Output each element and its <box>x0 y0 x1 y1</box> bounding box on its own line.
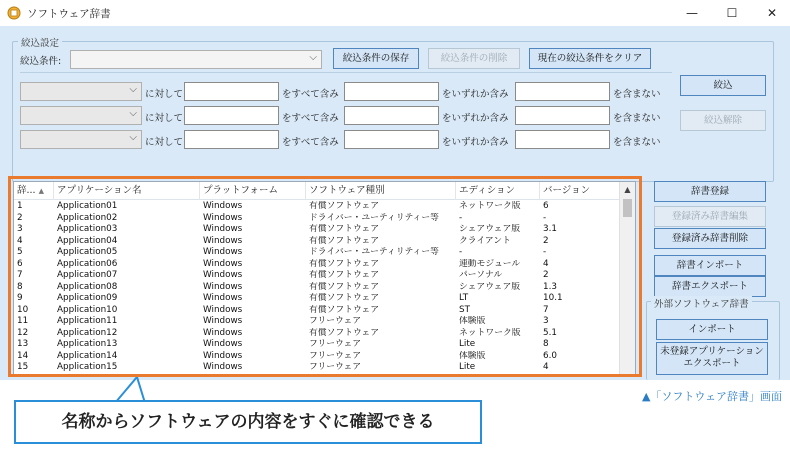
table-row[interactable] <box>14 351 620 363</box>
cell-platform: Windows <box>203 362 243 372</box>
chevron-down-icon: ⌵ <box>129 132 137 143</box>
cell-software-type: 有償ソフトウェア <box>309 258 380 269</box>
maximize-button[interactable]: ☐ <box>726 6 738 20</box>
cell-platform: Windows <box>203 339 243 349</box>
cell-platform: Windows <box>203 281 243 292</box>
cell-platform: Windows <box>203 224 243 234</box>
cell-version: 6 <box>543 201 549 211</box>
cell-software-type: 有償ソフトウェア <box>309 281 380 292</box>
cell-id: 1 <box>17 201 23 211</box>
cell-version: 4 <box>543 258 549 269</box>
export-dictionary-button[interactable]: 辞書エクスポート <box>654 276 766 297</box>
client-area <box>0 26 790 380</box>
cell-id: 2 <box>17 212 23 223</box>
chevron-down-icon: ⌵ <box>309 52 317 63</box>
filter-any-label-3: をいずれか含み <box>442 137 509 148</box>
window-title: ソフトウェア辞書 <box>27 8 111 20</box>
cell-platform: Windows <box>203 247 243 257</box>
cell-software-type: ドライバー・ユーティリティー等 <box>309 212 439 223</box>
table-row[interactable] <box>14 339 620 351</box>
cell-version: - <box>543 247 547 257</box>
table-row[interactable] <box>14 328 620 340</box>
cell-id: 14 <box>17 350 29 361</box>
table-row[interactable] <box>14 259 620 271</box>
filter-taishite-label-1: に対して <box>145 89 184 100</box>
filter-none-label-1: を含まない <box>613 89 661 100</box>
chevron-down-icon: ⌵ <box>129 108 137 119</box>
column-header-version[interactable]: バージョン <box>543 185 591 196</box>
cell-software-type: 有償ソフトウェア <box>309 327 380 338</box>
cell-id: 15 <box>17 362 29 372</box>
cell-version: 2 <box>543 235 549 246</box>
cell-version: - <box>543 212 547 223</box>
cell-edition: Lite <box>459 362 476 372</box>
unregistered-export-button[interactable] <box>656 342 768 375</box>
cell-platform: Windows <box>203 350 243 361</box>
delete-dictionary-button[interactable]: 登録済み辞書削除 <box>654 228 766 249</box>
cell-edition: ネットワーク版 <box>459 327 521 338</box>
close-button[interactable]: ✕ <box>766 6 778 20</box>
cell-id: 9 <box>17 293 23 303</box>
filter-all-label-2: をすべて含み <box>282 113 339 124</box>
save-filter-button[interactable]: 絞込条件の保存 <box>333 48 419 69</box>
cell-software-type: 有償ソフトウェア <box>309 304 380 315</box>
column-header-edition[interactable]: エディション <box>456 182 540 200</box>
external-import-button[interactable]: インポート <box>656 319 768 340</box>
cell-software-type: 有償ソフトウェア <box>309 201 380 211</box>
filter-condition-select[interactable] <box>70 50 322 69</box>
cell-version: 3.1 <box>543 224 557 234</box>
cell-id: 6 <box>17 258 23 269</box>
scroll-up-icon[interactable]: ▲ <box>624 185 631 194</box>
cell-version: 4 <box>543 362 549 372</box>
cell-app-name: Application01 <box>57 201 118 211</box>
cell-software-type: 有償ソフトウェア <box>309 224 380 234</box>
filter-all-input-3[interactable] <box>184 130 279 149</box>
filter-any-label-2: をいずれか含み <box>442 113 509 124</box>
cell-app-name: Application14 <box>57 350 118 361</box>
cell-software-type: フリーウェア <box>309 362 362 372</box>
release-filter-button[interactable]: 絞込解除 <box>680 110 766 131</box>
filter-field-select-3[interactable] <box>20 130 142 149</box>
table-row[interactable] <box>14 247 620 259</box>
cell-version: 6.0 <box>543 350 557 361</box>
cell-app-name: Application12 <box>57 327 118 338</box>
cell-app-name: Application07 <box>57 270 118 280</box>
table-row[interactable] <box>14 293 620 305</box>
cell-app-name: Application09 <box>57 293 118 303</box>
filter-taishite-label-2: に対して <box>145 113 184 124</box>
delete-filter-button[interactable]: 絞込条件の削除 <box>428 48 520 69</box>
cell-platform: Windows <box>203 327 243 338</box>
cell-app-name: Application03 <box>57 224 118 234</box>
cell-app-name: Application08 <box>57 281 118 292</box>
cell-edition: - <box>459 247 463 257</box>
filter-all-label-3: をすべて含み <box>282 137 339 148</box>
scroll-thumb[interactable] <box>623 199 632 217</box>
cell-platform: Windows <box>203 258 243 269</box>
cell-software-type: ドライバー・ユーティリティー等 <box>309 247 439 257</box>
filter-all-input-2[interactable] <box>184 106 279 125</box>
import-dictionary-button[interactable]: 辞書インポート <box>654 255 766 276</box>
cell-version: 1.3 <box>543 281 557 292</box>
chevron-down-icon: ⌵ <box>129 84 137 95</box>
filter-none-input-2[interactable] <box>515 106 610 125</box>
cell-software-type: フリーウェア <box>309 316 362 326</box>
table-row[interactable] <box>14 362 620 374</box>
cell-app-name: Application04 <box>57 235 118 246</box>
column-header-id-label: 辞... <box>17 185 36 196</box>
cell-version: 7 <box>543 304 549 315</box>
cell-id: 3 <box>17 224 23 234</box>
cell-edition: - <box>459 212 463 223</box>
cell-app-name: Application02 <box>57 212 118 223</box>
cell-edition: LT <box>459 293 469 303</box>
cell-version: 3 <box>543 316 549 326</box>
cell-app-name: Application05 <box>57 247 118 257</box>
cell-platform: Windows <box>203 212 243 223</box>
cell-platform: Windows <box>203 316 243 326</box>
cell-platform: Windows <box>203 304 243 315</box>
unregistered-export-line1: 未登録アプリケーション <box>660 346 764 357</box>
filter-none-label-3: を含まない <box>613 137 661 148</box>
list-header <box>14 182 620 200</box>
column-header-app-name[interactable]: アプリケーション名 <box>54 182 200 200</box>
screen-caption: ▲「ソフトウェア辞書」画面 <box>641 390 782 403</box>
cell-edition: Lite <box>459 339 476 349</box>
register-dictionary-button[interactable]: 辞書登録 <box>654 181 766 202</box>
filter-condition-label: 絞込条件: <box>20 56 62 67</box>
cell-software-type: 有償ソフトウェア <box>309 235 380 246</box>
cell-software-type: 有償ソフトウェア <box>309 293 380 303</box>
column-header-platform[interactable]: プラットフォーム <box>200 182 306 200</box>
table-row[interactable] <box>14 224 620 236</box>
apply-filter-button[interactable]: 絞込 <box>680 75 766 96</box>
cell-app-name: Application11 <box>57 316 118 326</box>
filter-any-input-1[interactable] <box>344 82 439 101</box>
cell-edition: 体験版 <box>459 350 486 361</box>
callout-text: 名称からソフトウェアの内容をすぐに確認できる <box>61 412 435 432</box>
cell-platform: Windows <box>203 270 243 280</box>
cell-platform: Windows <box>203 235 243 246</box>
cell-version: 10.1 <box>543 293 563 303</box>
cell-id: 13 <box>17 339 29 349</box>
cell-app-name: Application10 <box>57 304 118 315</box>
cell-software-type: フリーウェア <box>309 339 362 349</box>
filter-group-title: 絞込設定 <box>18 35 62 49</box>
cell-platform: Windows <box>203 201 243 211</box>
cell-platform: Windows <box>203 293 243 303</box>
table-row[interactable] <box>14 270 620 282</box>
callout-box <box>14 400 482 444</box>
software-list[interactable] <box>13 181 636 376</box>
table-row[interactable] <box>14 305 620 317</box>
cell-version: 5.1 <box>543 327 557 338</box>
cell-id: 8 <box>17 281 23 292</box>
table-row[interactable] <box>14 316 620 328</box>
filter-any-input-2[interactable] <box>344 106 439 125</box>
sort-ascending-icon: ▲ <box>38 187 44 195</box>
cell-id: 10 <box>17 304 29 315</box>
filter-separator <box>20 72 672 73</box>
filter-all-label-1: をすべて含み <box>282 89 339 100</box>
cell-app-name: Application15 <box>57 362 118 372</box>
table-row[interactable] <box>14 282 620 294</box>
vertical-scrollbar[interactable] <box>619 182 635 375</box>
app-icon <box>7 6 21 20</box>
cell-app-name: Application13 <box>57 339 118 349</box>
cell-software-type: フリーウェア <box>309 350 362 361</box>
cell-edition: 連動モジュール <box>459 258 521 269</box>
cell-edition: 体験版 <box>459 316 486 326</box>
list-rows <box>14 201 620 374</box>
filter-field-select-1[interactable] <box>20 82 142 101</box>
cell-version: 2 <box>543 270 549 280</box>
cell-version: 8 <box>543 339 549 349</box>
cell-software-type: 有償ソフトウェア <box>309 270 380 280</box>
external-group-title: 外部ソフトウェア辞書 <box>651 296 752 310</box>
filter-none-label-2: を含まない <box>613 113 661 124</box>
table-row[interactable] <box>14 213 620 225</box>
filter-field-select-2[interactable] <box>20 106 142 125</box>
column-header-id[interactable] <box>14 182 54 200</box>
column-header-software-type[interactable]: ソフトウェア種別 <box>306 182 456 200</box>
cell-id: 7 <box>17 270 23 280</box>
cell-edition: クライアント <box>459 235 511 246</box>
cell-app-name: Application06 <box>57 258 118 269</box>
cell-edition: パーソナル <box>459 270 503 280</box>
cell-edition: シェアウェア版 <box>459 224 521 234</box>
cell-edition: ST <box>459 304 470 315</box>
filter-none-input-1[interactable] <box>515 82 610 101</box>
cell-id: 5 <box>17 247 23 257</box>
table-row[interactable] <box>14 236 620 248</box>
cell-edition: ネットワーク版 <box>459 201 521 211</box>
clear-filter-button[interactable]: 現在の絞込条件をクリア <box>529 48 651 69</box>
unregistered-export-line2: エクスポート <box>683 358 741 369</box>
cell-id: 4 <box>17 235 23 246</box>
table-row[interactable] <box>14 201 620 213</box>
filter-all-input-1[interactable] <box>184 82 279 101</box>
title-bar[interactable] <box>0 0 790 26</box>
minimize-button[interactable]: — <box>686 6 698 20</box>
edit-dictionary-button[interactable]: 登録済み辞書編集 <box>654 206 766 227</box>
filter-any-label-1: をいずれか含み <box>442 89 509 100</box>
filter-taishite-label-3: に対して <box>145 137 184 148</box>
cell-edition: シェアウェア版 <box>459 281 521 292</box>
cell-id: 11 <box>17 316 29 326</box>
filter-none-input-3[interactable] <box>515 130 610 149</box>
cell-id: 12 <box>17 327 29 338</box>
filter-any-input-3[interactable] <box>344 130 439 149</box>
